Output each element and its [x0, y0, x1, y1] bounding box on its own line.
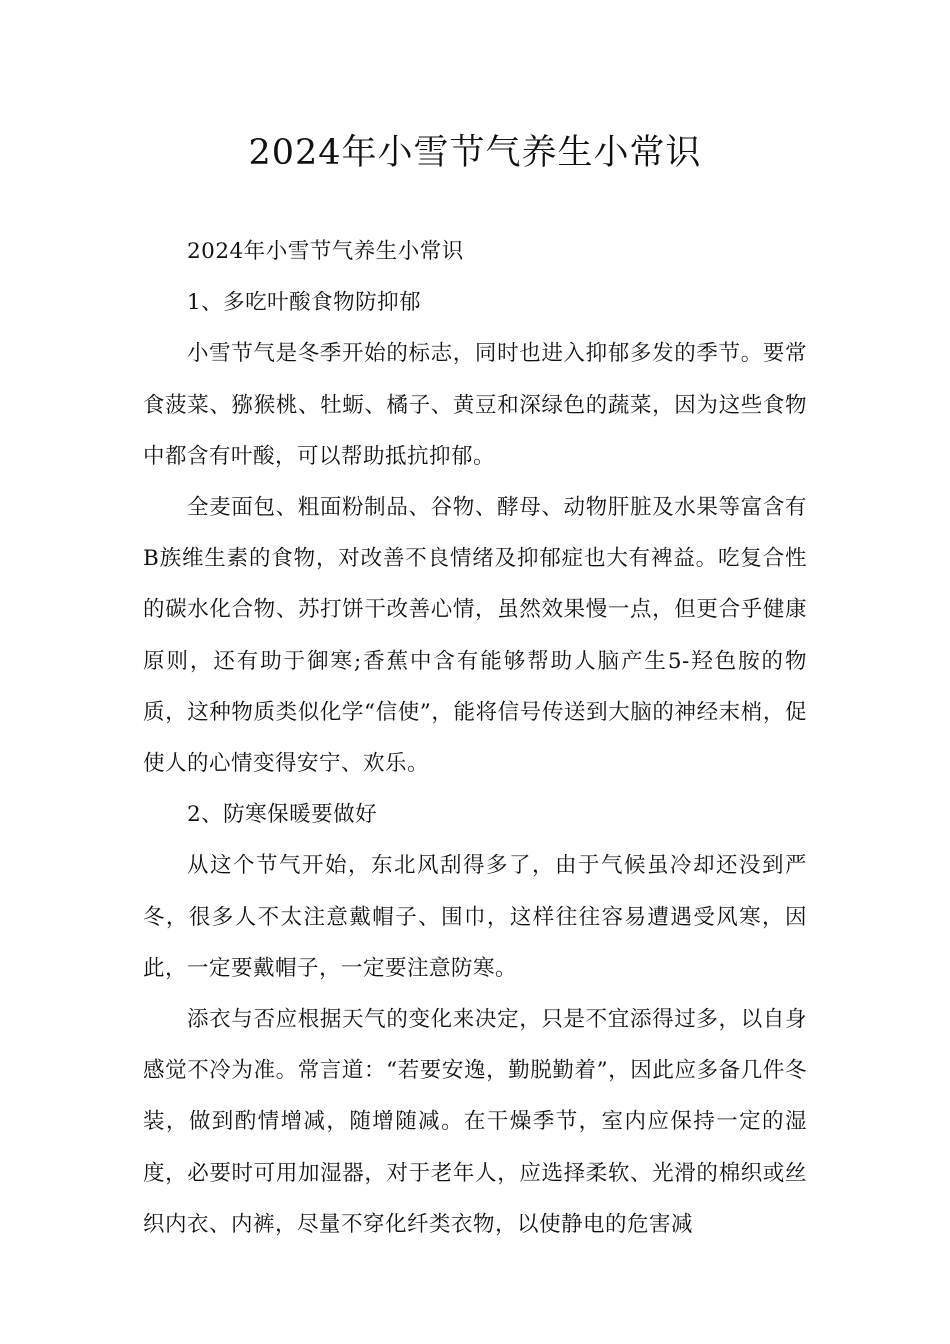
document-body	[143, 226, 807, 1250]
paragraph: 添衣与否应根据天气的变化来决定，只是不宜添得过多，以自身感觉不冷为准。常言道：“若要安逸，勤脱勤着”，因此应多备几件冬装，做到酌情增减，随增随减。在干燥季节，室内应保持一定的湿度，必要时可用加湿器，对于老年人，应选择柔软、光滑的棉织或丝织内衣、内裤，尽量不穿化纤类衣物，以使静电的危害减	[143, 1007, 807, 1237]
section-heading-1: 1、多吃叶酸食物防抑郁	[187, 290, 422, 316]
section-heading-2: 2、防寒保暖要做好	[187, 802, 378, 828]
document-title: 2024年小雪节气养生小常识	[248, 133, 702, 173]
paragraph: 全麦面包、粗面粉制品、谷物、酵母、动物肝脏及水果等富含有B族维生素的食物，对改善不良情绪及抑郁症也大有裨益。吃复合性的碳水化合物、苏打饼干改善心情，虽然效果慢一点，但更合乎健康原则，还有助于御寒;香蕉中含有能够帮助人脑产生5-羟色胺的物质，这种物质类似化学“信使”，能将信号传送到大脑的神经末梢，促使人的心情变得安宁、欢乐。	[143, 495, 807, 777]
paragraph: 从这个节气开始，东北风刮得多了，由于气候虽冷却还没到严冬，很多人不太注意戴帽子、围巾，这样往往容易遭遇受风寒，因此，一定要戴帽子，一定要注意防寒。	[143, 853, 807, 981]
paragraph-subtitle: 2024年小雪节气养生小常识	[187, 239, 464, 264]
paragraph: 小雪节气是冬季开始的标志，同时也进入抑郁多发的季节。要常食菠菜、猕猴桃、牡蛎、橘子、黄豆和深绿色的蔬菜，因为这些食物中都含有叶酸，可以帮助抵抗抑郁。	[143, 341, 807, 469]
